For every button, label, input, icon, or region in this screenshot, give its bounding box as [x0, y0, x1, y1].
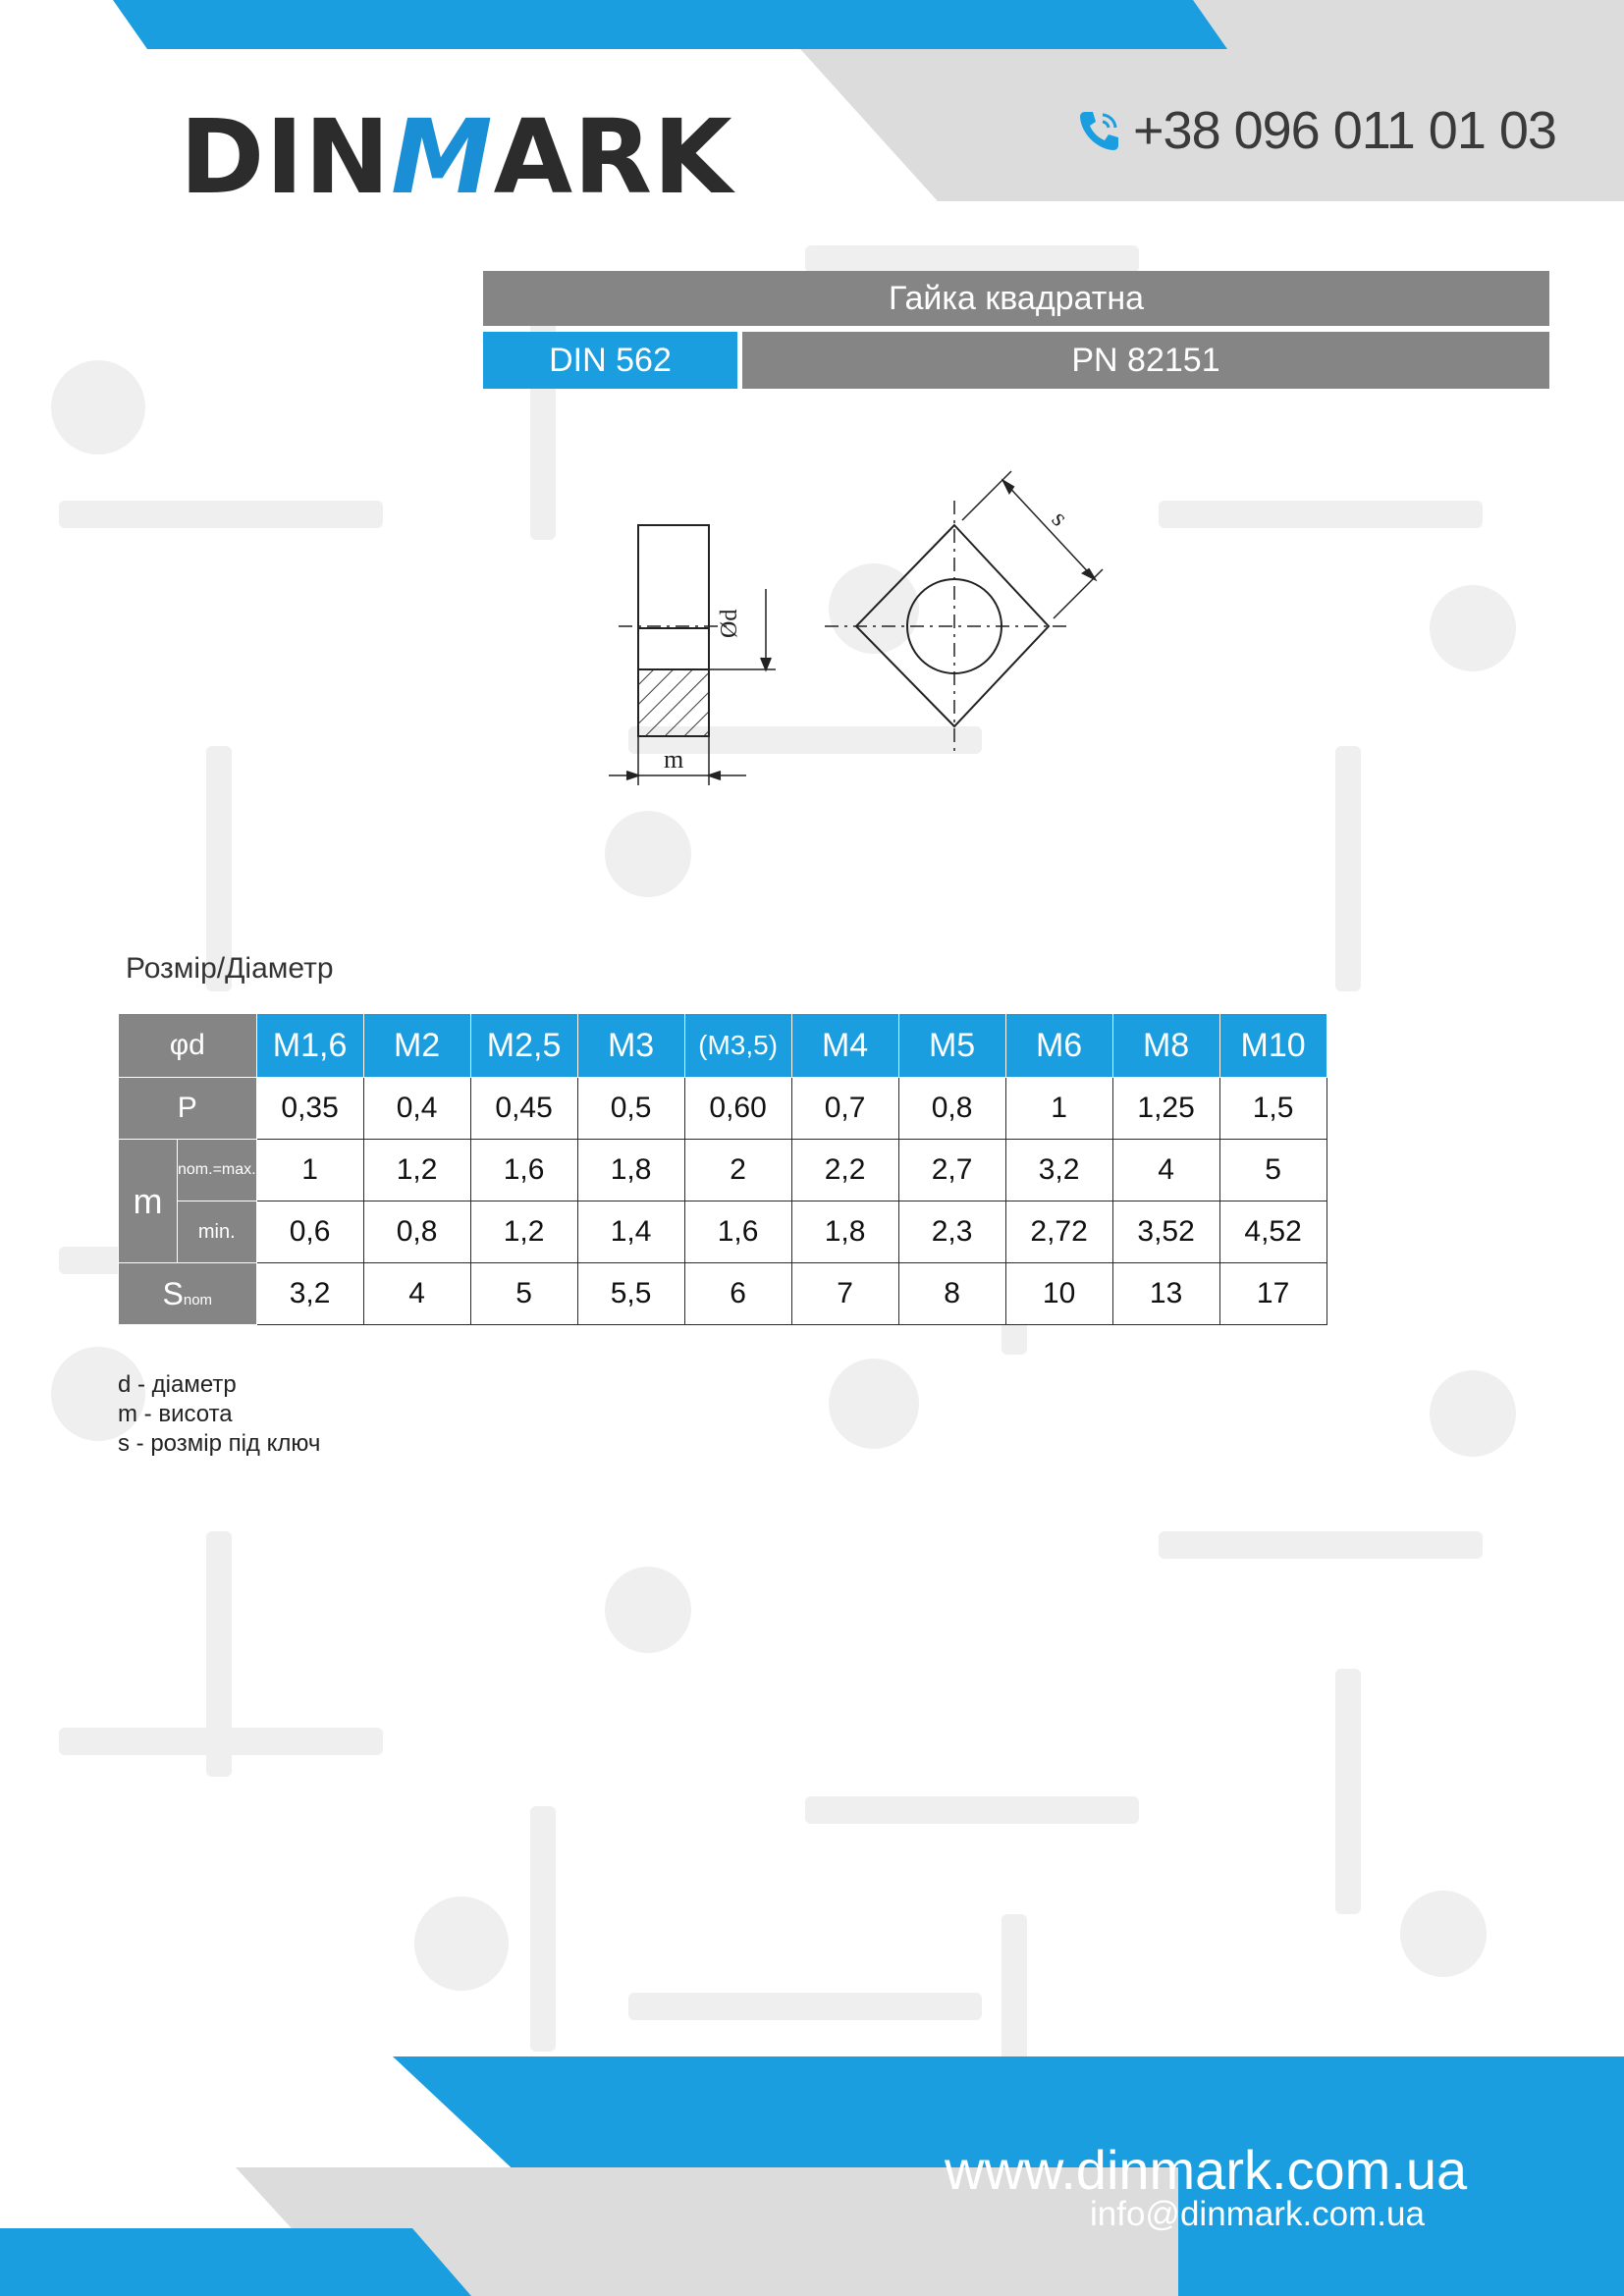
- table-cell: 0,7: [791, 1078, 898, 1140]
- table-cell: 1,8: [791, 1201, 898, 1263]
- size-header: M6: [1005, 1014, 1112, 1078]
- square-nut-drawing: [589, 461, 1119, 795]
- table-cell: 1,4: [577, 1201, 684, 1263]
- size-header: M2,5: [470, 1014, 577, 1078]
- standard-label: DIN 562: [483, 332, 737, 389]
- table-cell: 3,2: [1005, 1140, 1112, 1201]
- table-cell: 2,72: [1005, 1201, 1112, 1263]
- table-cell: 2,3: [898, 1201, 1005, 1263]
- size-header: M1,6: [256, 1014, 363, 1078]
- size-header: M3: [577, 1014, 684, 1078]
- table-cell: 1,2: [363, 1140, 470, 1201]
- row-label-m: m: [119, 1140, 178, 1263]
- table-cell: 0,8: [363, 1201, 470, 1263]
- legend-item: s - розмір під ключ: [118, 1430, 321, 1457]
- table-row-s: [119, 1263, 1327, 1325]
- row-label-s: Snom: [119, 1263, 257, 1325]
- table-cell: 3,52: [1112, 1201, 1219, 1263]
- legend-item: m - висота: [118, 1401, 233, 1427]
- phone-number: +38 096 011 01 03: [1133, 101, 1556, 160]
- table-cell: 0,45: [470, 1078, 577, 1140]
- phone-block: [1076, 100, 1556, 161]
- table-cell: 5,5: [577, 1263, 684, 1325]
- table-cell: 10: [1005, 1263, 1112, 1325]
- legend-item: d - діаметр: [118, 1371, 237, 1398]
- size-header: M10: [1219, 1014, 1326, 1078]
- email-link[interactable]: info@dinmark.com.ua: [1090, 2195, 1425, 2233]
- bottom-left-blue-shape: [0, 2228, 471, 2296]
- table-cell: 1,25: [1112, 1078, 1219, 1140]
- table-cell: 2,7: [898, 1140, 1005, 1201]
- table-cell: 7: [791, 1263, 898, 1325]
- row-label-m-min: min.: [178, 1201, 257, 1263]
- website-link[interactable]: www.dinmark.com.ua: [945, 2139, 1468, 2201]
- table-cell: 2,2: [791, 1140, 898, 1201]
- table-header-row: [119, 1014, 1327, 1078]
- phone-icon: [1076, 107, 1123, 154]
- corner-cell: φd: [119, 1014, 257, 1078]
- dimensions-table: [118, 1013, 1327, 1325]
- table-row-p: [119, 1078, 1327, 1140]
- table-cell: 4,52: [1219, 1201, 1326, 1263]
- table-cell: 1,2: [470, 1201, 577, 1263]
- wrench-size-label: s: [1046, 505, 1074, 532]
- table-cell: 1,6: [470, 1140, 577, 1201]
- top-blue-stripe: [113, 0, 1227, 49]
- size-header: M8: [1112, 1014, 1219, 1078]
- table-cell: 0,4: [363, 1078, 470, 1140]
- table-cell: 1,6: [684, 1201, 791, 1263]
- diameter-label: Ød: [717, 609, 742, 638]
- table-cell: 4: [1112, 1140, 1219, 1201]
- table-cell: 17: [1219, 1263, 1326, 1325]
- table-cell: 5: [1219, 1140, 1326, 1201]
- table-row-m-nom: [119, 1140, 1327, 1201]
- table-cell: 0,8: [898, 1078, 1005, 1140]
- table-cell: 0,35: [256, 1078, 363, 1140]
- dinmark-logo: DINMARK: [180, 97, 733, 217]
- size-header: M2: [363, 1014, 470, 1078]
- table-cell: 1: [1005, 1078, 1112, 1140]
- pn-label: PN 82151: [742, 332, 1549, 389]
- table-cell: 13: [1112, 1263, 1219, 1325]
- table-cell: 2: [684, 1140, 791, 1201]
- table-cell: 0,6: [256, 1201, 363, 1263]
- height-label: m: [664, 745, 684, 774]
- table-cell: 6: [684, 1263, 791, 1325]
- row-label-p: P: [119, 1078, 257, 1140]
- table-cell: 8: [898, 1263, 1005, 1325]
- table-cell: 0,5: [577, 1078, 684, 1140]
- row-label-m-nom: nom.=max.: [178, 1140, 257, 1201]
- table-cell: 0,60: [684, 1078, 791, 1140]
- table-cell: 4: [363, 1263, 470, 1325]
- table-cell: 1,5: [1219, 1078, 1326, 1140]
- table-cell: 1: [256, 1140, 363, 1201]
- table-cell: 5: [470, 1263, 577, 1325]
- size-header: (M3,5): [684, 1014, 791, 1078]
- table-cell: 1,8: [577, 1140, 684, 1201]
- size-header: M5: [898, 1014, 1005, 1078]
- legend: [118, 1370, 320, 1459]
- table-cell: 3,2: [256, 1263, 363, 1325]
- size-header: M4: [791, 1014, 898, 1078]
- table-row-m-min: [119, 1201, 1327, 1263]
- product-title: Гайка квадратна: [483, 271, 1549, 326]
- table-caption: Розмір/Діаметр: [126, 952, 334, 985]
